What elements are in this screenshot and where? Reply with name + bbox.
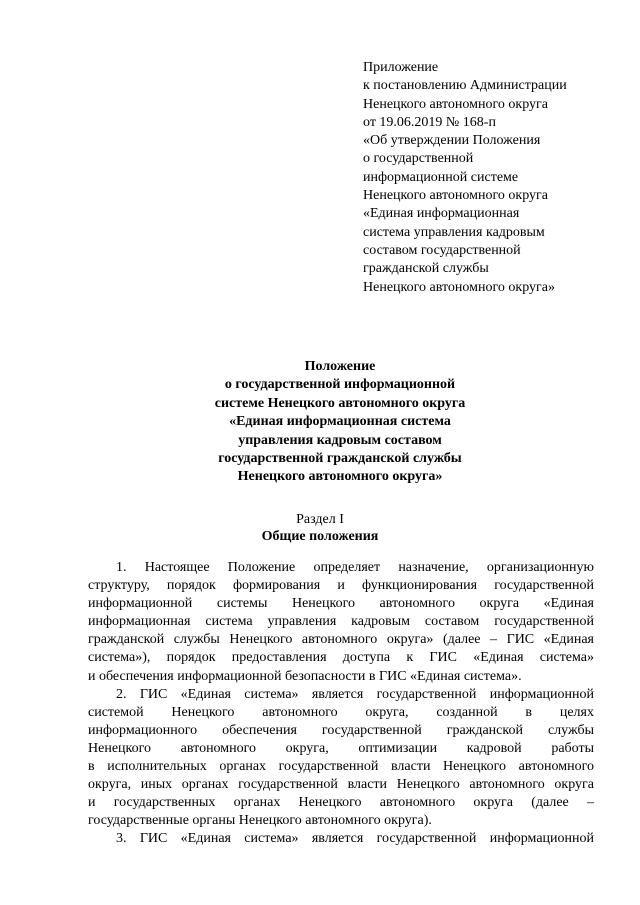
appendix-line: Ненецкого автономного округа <box>363 96 548 112</box>
section-number: Раздел I <box>296 512 344 527</box>
body-text <box>88 559 594 849</box>
paragraph-line: и государственных органах Ненецкого автономного округа (далее – <box>88 795 594 811</box>
paragraph-line: информационная система управления кадровым составом государственной <box>88 614 594 630</box>
paragraph-line: 3. ГИС «Единая система» является государственной информационной <box>116 831 594 847</box>
appendix-line: Ненецкого автономного округа» <box>363 279 555 295</box>
appendix-line: гражданской службы <box>363 261 489 277</box>
paragraph-line: информационной системы Ненецкого автономного округа «Единая <box>88 596 594 612</box>
appendix-line: о государственной <box>363 151 474 167</box>
section-title: Общие положения <box>261 529 379 544</box>
appendix-line: Приложение <box>363 60 439 75</box>
title-line: системе Ненецкого автономного округа <box>214 395 466 411</box>
appendix-line: от 19.06.2019 № 168-п <box>363 114 496 130</box>
paragraph-line: система»), порядок предоставления доступа к ГИС «Единая система» <box>88 650 594 666</box>
paragraph-line: и обеспечения информационной безопасности в ГИС «Единая система». <box>88 668 522 684</box>
paragraph-line: Ненецкого автономного округа, оптимизации кадровой работы <box>88 740 594 756</box>
appendix-line: Ненецкого автономного округа <box>363 188 548 204</box>
paragraph-line: информационного обеспечения государственной гражданской службы <box>88 722 594 738</box>
appendix-line: «Единая информационная <box>363 206 520 222</box>
title-line: о государственной информационной <box>224 377 456 393</box>
title-line: «Единая информационная система <box>229 414 451 430</box>
paragraph-line: в исполнительных органах государственной власти Ненецкого автономного <box>88 759 594 775</box>
appendix-line: система управления кадровым <box>363 224 545 240</box>
title-line: управления кадровым составом <box>238 432 442 448</box>
paragraph-line: структуру, порядок формирования и функционирования государственной <box>88 578 594 594</box>
paragraph-line: гражданской службы Ненецкого автономного округа» (далее – ГИС «Единая <box>88 632 594 648</box>
appendix-line: информационной системе <box>363 169 519 185</box>
title-line: государственной гражданской службы <box>218 451 462 467</box>
title-line: Положение <box>304 359 376 374</box>
paragraph-line: 1. Настоящее Положение определяет назначение, организационную <box>116 560 594 575</box>
paragraph-line: системой Ненецкого автономного округа, созданной в целях <box>88 704 594 720</box>
appendix-line: к постановлению Администрации <box>363 78 567 94</box>
paragraph-line: 2. ГИС «Единая система» является государственной информационной <box>116 686 594 702</box>
paragraph-line: государственные органы Ненецкого автономного округа). <box>88 813 432 829</box>
document-title <box>180 358 500 487</box>
appendix-header <box>363 59 623 297</box>
paragraph-line: округа, иных органах государственной власти Ненецкого автономного округа <box>88 777 594 793</box>
title-line: Ненецкого автономного округа» <box>237 469 443 485</box>
appendix-line: «Об утверждении Положения <box>363 133 541 149</box>
appendix-line: составом государственной <box>363 242 521 258</box>
